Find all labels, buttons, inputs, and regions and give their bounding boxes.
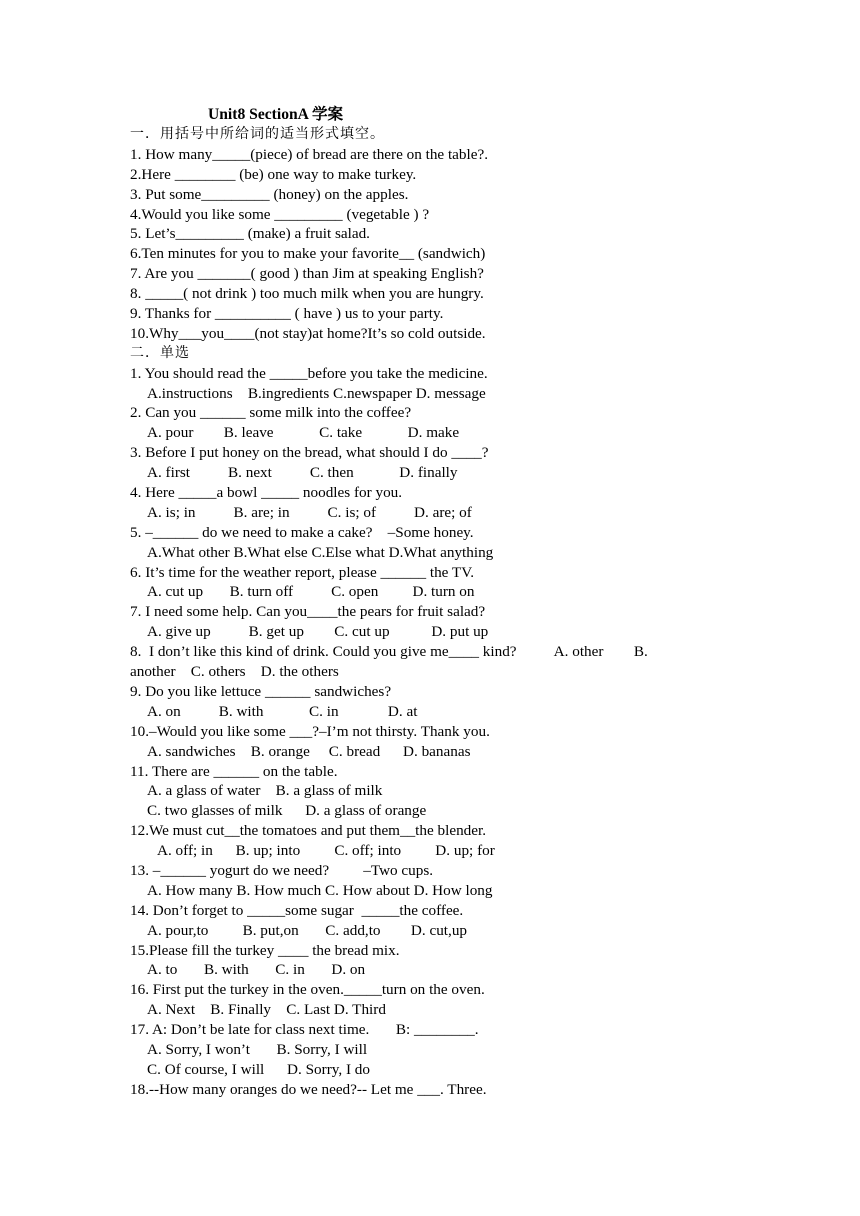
mc-question-10: 10.–Would you like some ___?–I’m not thirsty. Thank you.	[130, 722, 490, 740]
mc-options-11-a: A. a glass of water B. a glass of milk	[147, 782, 383, 800]
mc-question-4: 4. Here _____a bowl _____ noodles for you.	[130, 484, 403, 502]
mc-question-17: 17. A: Don’t be late for class next time. B: ________.	[130, 1021, 479, 1039]
mc-question-8-continued: another C. others D. the others	[130, 663, 339, 681]
mc-question-15: 15.Please fill the turkey ____ the bread mix.	[130, 941, 400, 959]
mc-options-17-a: A. Sorry, I won’t B. Sorry, I will	[147, 1040, 368, 1058]
fill-question-8: 8. _____( not drink ) too much milk when you are hungry.	[130, 285, 484, 303]
mc-question-16: 16. First put the turkey in the oven._____turn on the oven.	[130, 981, 485, 999]
mc-question-13: 13. –______ yogurt do we need? –Two cups.	[130, 861, 434, 879]
mc-options-13: A. How many B. How much C. How about D. How long	[147, 881, 493, 899]
fill-question-2: 2.Here ________ (be) one way to make turkey.	[130, 165, 417, 183]
mc-question-6: 6. It’s time for the weather report, please ______ the TV.	[130, 563, 475, 581]
worksheet-page	[130, 104, 740, 1100]
mc-options-7: A. give up B. get up C. cut up D. put up	[147, 623, 489, 641]
section-2-heading: 二．单选	[130, 344, 190, 361]
mc-question-3: 3. Before I put honey on the bread, what should I do ____?	[130, 444, 489, 462]
mc-options-16: A. Next B. Finally C. Last D. Third	[147, 1001, 386, 1019]
mc-question-18: 18.--How many oranges do we need?-- Let me ___. Three.	[130, 1080, 487, 1098]
mc-question-7: 7. I need some help. Can you____the pears for fruit salad?	[130, 603, 486, 621]
mc-question-5: 5. –______ do we need to make a cake? –Some honey.	[130, 523, 474, 541]
mc-options-11-b: C. two glasses of milk D. a glass of orange	[147, 802, 427, 820]
mc-options-14: A. pour,to B. put,on C. add,to D. cut,up	[147, 921, 468, 939]
mc-question-14: 14. Don’t forget to _____some sugar _____the coffee.	[130, 901, 464, 919]
mc-options-9: A. on B. with C. in D. at	[147, 702, 418, 720]
page-title: Unit8 SectionA 学案	[208, 106, 344, 123]
fill-question-1: 1. How many_____(piece) of bread are there on the table?.	[130, 145, 489, 163]
mc-options-5: A.What other B.What else C.Else what D.What anything	[147, 543, 494, 561]
mc-options-15: A. to B. with C. in D. on	[147, 961, 366, 979]
mc-question-2: 2. Can you ______ some milk into the coffee?	[130, 404, 412, 422]
mc-question-1: 1. You should read the _____before you take the medicine.	[130, 364, 488, 382]
fill-question-9: 9. Thanks for __________ ( have ) us to your party.	[130, 305, 444, 323]
section-1-heading: 一．用括号中所给词的适当形式填空。	[130, 126, 385, 142]
fill-question-6: 6.Ten minutes for you to make your favorite__ (sandwich)	[130, 245, 486, 263]
fill-question-7: 7. Are you _______( good ) than Jim at speaking English?	[130, 265, 484, 283]
fill-question-3: 3. Put some_________ (honey) on the apples.	[130, 185, 409, 203]
mc-question-12: 12.We must cut__the tomatoes and put them__the blender.	[130, 822, 487, 840]
mc-options-4: A. is; in B. are; in C. is; of D. are; of	[147, 503, 472, 521]
mc-options-1: A.instructions B.ingredients C.newspaper D. message	[147, 384, 486, 402]
fill-question-5: 5. Let’s_________ (make) a fruit salad.	[130, 225, 370, 243]
fill-question-4: 4.Would you like some _________ (vegetable ) ?	[130, 205, 430, 223]
mc-options-12: A. off; in B. up; into C. off; into D. up; for	[157, 842, 495, 860]
fill-question-10: 10.Why___you____(not stay)at home?It’s so cold outside.	[130, 324, 486, 342]
mc-options-3: A. first B. next C. then D. finally	[147, 464, 458, 482]
mc-options-10: A. sandwiches B. orange C. bread D. bananas	[147, 742, 471, 760]
mc-question-8: 8. I don’t like this kind of drink. Could you give me____ kind? A. other B.	[130, 643, 648, 661]
mc-question-11: 11. There are ______ on the table.	[130, 762, 338, 780]
mc-options-2: A. pour B. leave C. take D. make	[147, 424, 460, 442]
mc-options-6: A. cut up B. turn off C. open D. turn on	[147, 583, 475, 601]
mc-options-17-b: C. Of course, I will D. Sorry, I do	[147, 1060, 370, 1078]
mc-question-9: 9. Do you like lettuce ______ sandwiches?	[130, 682, 392, 700]
